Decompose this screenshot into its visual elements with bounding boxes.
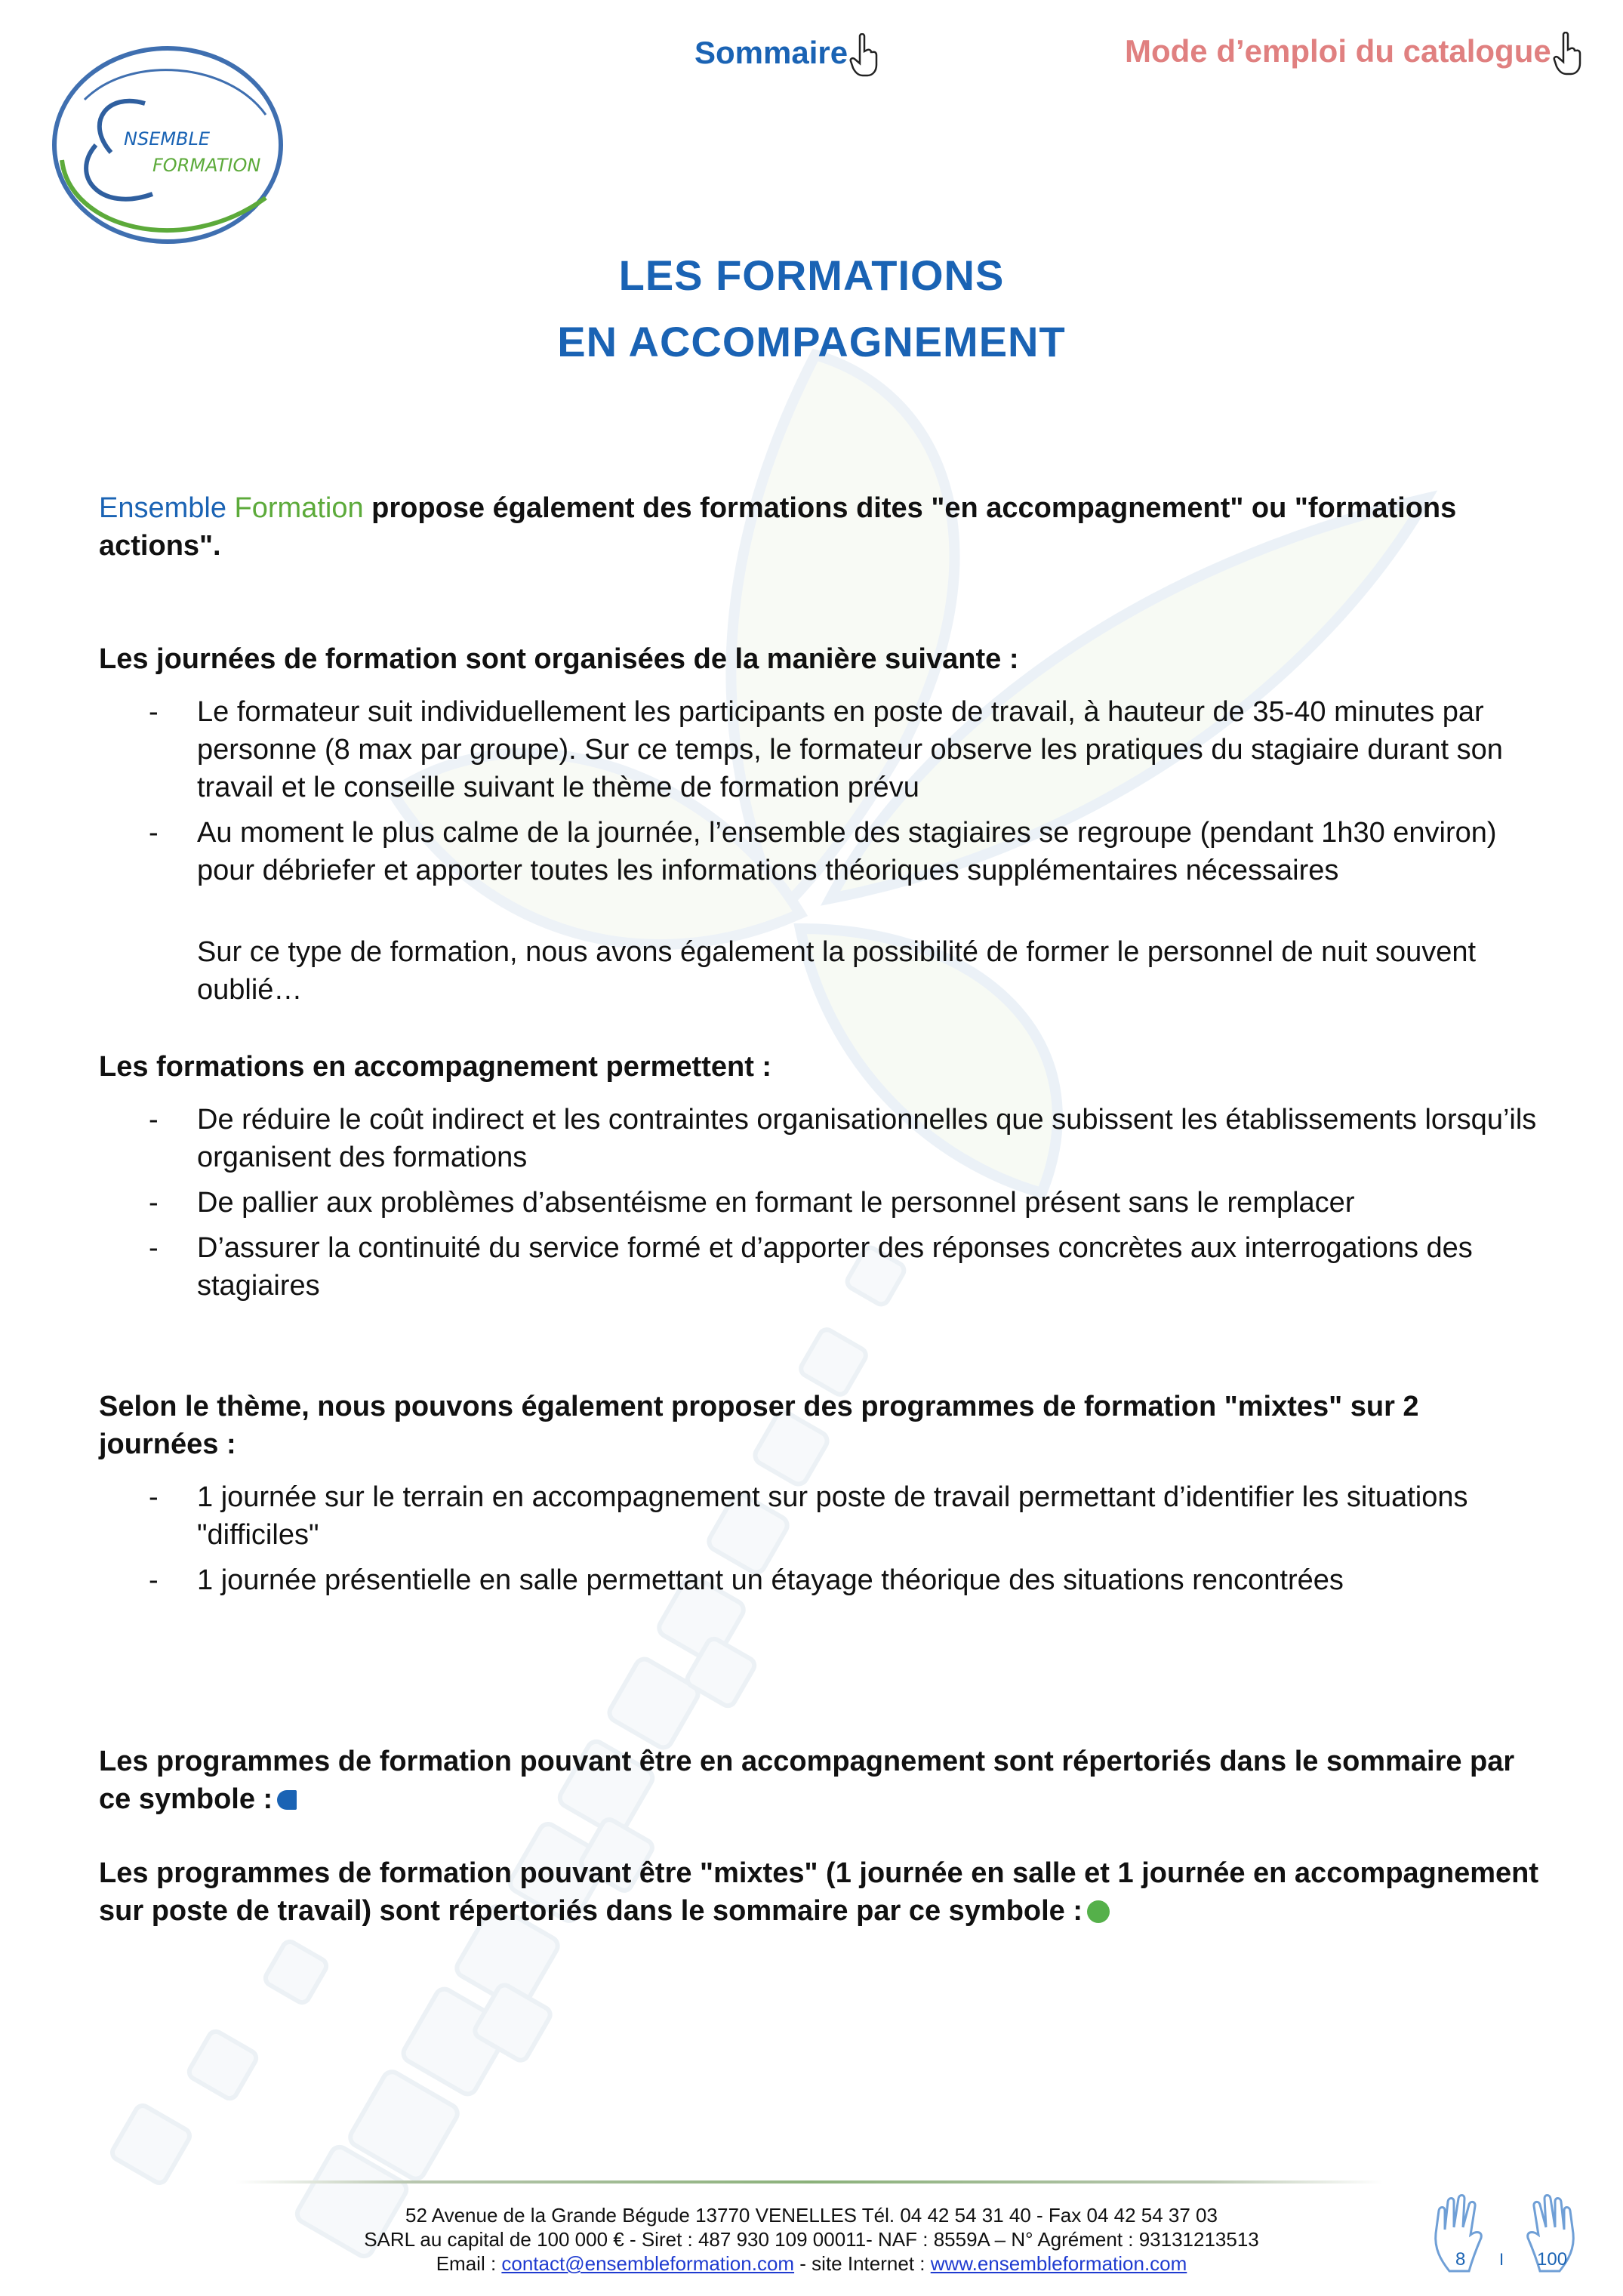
page-current: 8 (1455, 2249, 1466, 2270)
page-number (1427, 2188, 1593, 2286)
intro-text: propose également des formations dites "en accompagnement" ou "formations actions". (99, 492, 1457, 562)
symbol-mixtes-text: Les programmes de formation pouvant être "mixtes" (1 journée en salle et 1 journée en accompagnement sur poste de travail) sont répertoriés dans le sommaire par ce symbole : (99, 1857, 1539, 1927)
list-item: - 1 journée sur le terrain en accompagnement sur poste de travail permettant d’identifier les situations "difficiles" (99, 1478, 1548, 1554)
website-link[interactable]: www.ensembleformation.com (930, 2252, 1187, 2275)
hand-pointer-icon (1553, 32, 1583, 83)
list-item: - Au moment le plus calme de la journée, l’ensemble des stagiaires se regroupe (pendant 1h30 environ) pour débriefer et apporter toutes les informations théoriques supplémentaires nécessaires (99, 814, 1548, 889)
footer-contact (0, 2251, 1623, 2276)
journees-list (99, 693, 1548, 897)
hand-pointer-icon (849, 33, 879, 85)
page-title-line2: EN ACCOMPAGNEMENT (557, 318, 1066, 365)
sommaire-label: Sommaire (694, 35, 848, 70)
page-total: 100 (1537, 2249, 1568, 2270)
symbol-accompagnement-text: Les programmes de formation pouvant être en accompagnement sont répertoriés dans le sommaire par ce symbole : (99, 1746, 1515, 1815)
mode-emploi-link[interactable] (1125, 32, 1583, 83)
logo-line1: NSEMBLE (124, 128, 211, 149)
brand-name-part2: Formation (234, 492, 364, 524)
green-dot-icon (1087, 1900, 1110, 1923)
symbol-accompagnement (99, 1743, 1548, 1818)
page-title-line1: LES FORMATIONS (618, 251, 1005, 299)
permettent-list (99, 1101, 1548, 1312)
journees-heading: Les journées de formation sont organisées de la manière suivante : (99, 643, 1019, 675)
permettent-heading: Les formations en accompagnement permettent : (99, 1051, 772, 1083)
brand-name-part1: Ensemble (99, 492, 226, 524)
list-item: - D’assurer la continuité du service formé et d’apporter des réponses concrètes aux interrogations des stagiaires (99, 1229, 1548, 1305)
site-label: - site Internet : (794, 2252, 931, 2275)
mode-emploi-label: Mode d’emploi du catalogue (1125, 33, 1551, 69)
list-item: - De réduire le coût indirect et les contraintes organisationnelles que subissent les établissements lorsqu’ils organisent des formations (99, 1101, 1548, 1176)
hands-icon (1427, 2188, 1593, 2286)
list-item: - De pallier aux problèmes d’absentéisme en formant le personnel présent sans le remplacer (99, 1184, 1548, 1222)
sommaire-link[interactable] (694, 33, 879, 85)
company-logo (39, 32, 296, 258)
email-link[interactable]: contact@ensembleformation.com (501, 2252, 795, 2275)
email-label: Email : (436, 2252, 502, 2275)
footer-address: 52 Avenue de la Grande Bégude 13770 VENELLES Tél. 04 42 54 31 40 - Fax 04 42 54 37 03 (405, 2204, 1218, 2227)
list-item: - Le formateur suit individuellement les participants en poste de travail, à hauteur de 35-40 minutes par personne (8 max par groupe). Sur ce temps, le formateur observe les pratiques du stagiaire durant son travail et le conseille suivant le thème de formation prévu (99, 693, 1548, 806)
logo-line2: FORMATION (152, 155, 261, 176)
mixtes-list (99, 1478, 1548, 1607)
footer-divider (236, 2180, 1383, 2184)
mixtes-heading: Selon le thème, nous pouvons également proposer des programmes de formation "mixtes" sur 2 journées : (99, 1391, 1419, 1460)
footer-legal: SARL au capital de 100 000 € - Siret : 487 930 109 00011- NAF : 8559A – N° Agrément : 93131213513 (364, 2228, 1259, 2251)
list-item: - 1 journée présentielle en salle permettant un étayage théorique des situations rencontrées (99, 1561, 1548, 1599)
symbol-mixtes (99, 1854, 1548, 1930)
intro-paragraph (99, 489, 1548, 565)
page-separator: I (1499, 2250, 1504, 2269)
journees-note: Sur ce type de formation, nous avons également la possibilité de former le personnel de nuit souvent oublié… (197, 936, 1477, 1006)
blue-half-circle-icon (277, 1790, 297, 1810)
